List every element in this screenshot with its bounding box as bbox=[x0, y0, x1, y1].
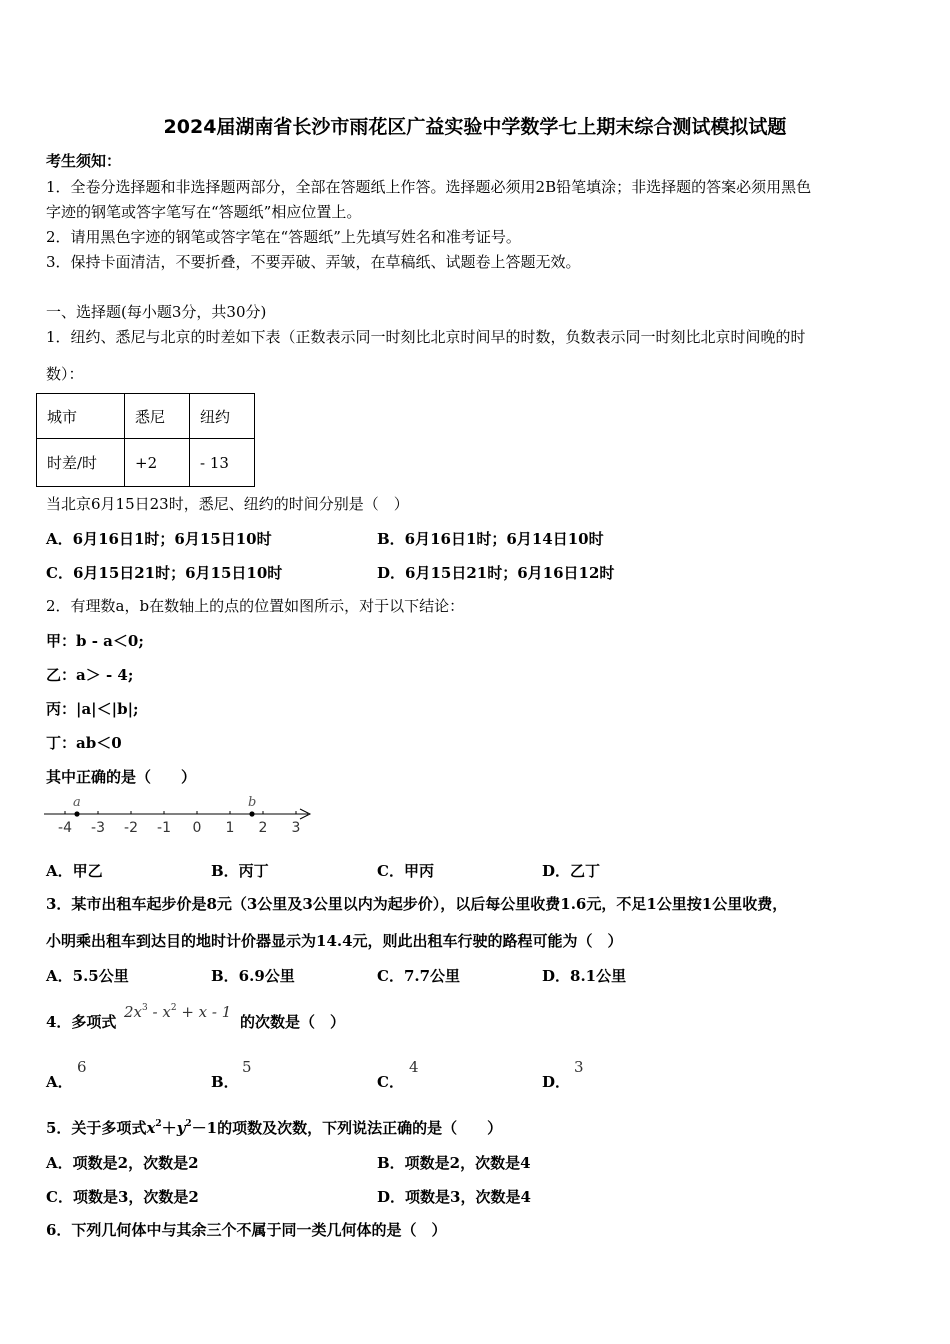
q4-option-c: C． bbox=[377, 1073, 404, 1091]
q5-stem-prefix: 5．关于多项式 bbox=[46, 1119, 147, 1137]
q2-statement-yi: 乙：a＞ - 4; bbox=[46, 666, 134, 684]
q5-option-b: B．项数是2，次数是4 bbox=[377, 1154, 531, 1172]
notice-item-3: 3．保持卡面清洁，不要折叠，不要弄破、弄皱，在草稿纸、试题卷上答题无效。 bbox=[46, 253, 581, 271]
number-line-tick-label: -3 bbox=[91, 820, 105, 836]
q3-option-a: A．5.5公里 bbox=[46, 967, 129, 985]
q5-option-c: C．项数是3，次数是2 bbox=[46, 1188, 199, 1206]
table-row-label: 时差/时 bbox=[37, 439, 125, 487]
q1-question: 当北京6月15日23时，悉尼、纽约的时间分别是（ ） bbox=[46, 495, 409, 513]
q4-option-a: A． bbox=[46, 1073, 73, 1091]
q6-stem: 6．下列几何体中与其余三个不属于同一类几何体的是（ ） bbox=[46, 1221, 447, 1239]
q5-exp-y: 2 bbox=[185, 1119, 192, 1129]
q4-option-c-value: 4 bbox=[409, 1058, 419, 1076]
q3-option-c: C．7.7公里 bbox=[377, 967, 461, 985]
q1-option-a: A．6月16日1时；6月15日10时 bbox=[46, 530, 272, 548]
q4-term-2x: 2x bbox=[124, 1003, 143, 1021]
q4-prefix: 4．多项式 bbox=[46, 1013, 117, 1031]
q5-stem-suffix: －1的项数及次数，下列说法正确的是（ ） bbox=[191, 1119, 503, 1137]
q2-option-b: B．丙丁 bbox=[211, 862, 269, 880]
number-line bbox=[40, 792, 320, 840]
q4-polynomial bbox=[124, 1002, 231, 1025]
q2-statement-jia: 甲：b - a＜0; bbox=[46, 632, 144, 650]
q2-stem: 2．有理数a，b在数轴上的点的位置如图所示，对于以下结论： bbox=[46, 597, 465, 615]
table-header-newyork: 纽约 bbox=[190, 394, 255, 439]
number-line-tick-label: -4 bbox=[58, 820, 72, 836]
q4-term-tail: + x - 1 bbox=[181, 1003, 232, 1021]
q4-suffix: 的次数是（ ） bbox=[240, 1013, 346, 1031]
point-b bbox=[249, 811, 254, 816]
table-cell-sydney: +2 bbox=[125, 439, 190, 487]
q2-option-c: C．甲丙 bbox=[377, 862, 434, 880]
table-header-city: 城市 bbox=[37, 394, 125, 439]
q5-option-d: D．项数是3，次数是4 bbox=[377, 1188, 531, 1206]
q2-question: 其中正确的是（ ） bbox=[46, 768, 197, 786]
notice-heading: 考生须知： bbox=[46, 152, 122, 170]
q2-statement-ding: 丁：ab＜0 bbox=[46, 734, 122, 752]
q4-option-a-value: 6 bbox=[77, 1058, 87, 1076]
q2-statement-bing: 丙：|a|＜|b|; bbox=[46, 700, 139, 718]
number-line-ticks bbox=[58, 811, 300, 836]
page-title: 2024届湖南省长沙市雨花区广益实验中学数学七上期末综合测试模拟试题 bbox=[163, 116, 787, 138]
q4-exp-2: 2 bbox=[170, 1003, 177, 1013]
point-a-label: a bbox=[73, 795, 81, 810]
q5-plus: ＋ bbox=[161, 1119, 177, 1137]
q3-stem-line2: 小明乘出租车到达目的地时计价器显示为14.4元，则此出租车行驶的路程可能为（ ） bbox=[46, 932, 623, 950]
q3-stem-line1: 3．某市出租车起步价是8元（3公里及3公里以内为起步价），以后每公里收费1.6元，不足1公里按1公里收费， bbox=[46, 895, 788, 913]
q1-stem-line1: 1．纽约、悉尼与北京的时差如下表（正数表示同一时刻比北京时间早的时数，负数表示同一时刻比北京时间晚的时 bbox=[46, 328, 806, 346]
number-line-tick-label: 1 bbox=[225, 820, 235, 836]
section-heading: 一、选择题(每小题3分，共30分) bbox=[46, 303, 267, 321]
point-b-label: b bbox=[248, 795, 257, 810]
q1-stem-line2: 数）： bbox=[46, 365, 84, 383]
number-line-tick-label: 0 bbox=[192, 820, 202, 836]
q4-exp-3: 3 bbox=[142, 1003, 148, 1013]
point-a bbox=[74, 811, 79, 816]
table-cell-newyork: - 13 bbox=[190, 439, 255, 487]
q4-option-b: B． bbox=[211, 1073, 239, 1091]
q4-term-x: - x bbox=[152, 1003, 171, 1021]
q4-option-d-value: 3 bbox=[574, 1058, 584, 1076]
number-line-tick-label: -2 bbox=[124, 820, 138, 836]
q5-stem bbox=[46, 1118, 502, 1141]
time-difference-table bbox=[36, 393, 255, 487]
q3-option-b: B．6.9公里 bbox=[211, 967, 295, 985]
notice-item-1a: 1．全卷分选择题和非选择题两部分，全部在答题纸上作答。选择题必须用2B铅笔填涂；非选择题的答案必须用黑色 bbox=[46, 178, 812, 196]
q1-option-b: B．6月16日1时；6月14日10时 bbox=[377, 530, 604, 548]
q5-option-a: A．项数是2，次数是2 bbox=[46, 1154, 199, 1172]
q5-exp-x: 2 bbox=[155, 1119, 162, 1129]
number-line-tick-label: 3 bbox=[291, 820, 301, 836]
q4-option-d: D． bbox=[542, 1073, 571, 1091]
number-line-tick-label: -1 bbox=[157, 820, 171, 836]
notice-item-2: 2．请用黑色字迹的钢笔或答字笔在“答题纸”上先填写姓名和准考证号。 bbox=[46, 228, 521, 246]
notice-item-1b: 字迹的钢笔或答字笔写在“答题纸”相应位置上。 bbox=[46, 203, 362, 221]
number-line-tick-label: 2 bbox=[258, 820, 268, 836]
q5-var-y: y bbox=[176, 1119, 186, 1137]
q2-option-d: D．乙丁 bbox=[542, 862, 601, 880]
q4-option-b-value: 5 bbox=[242, 1058, 252, 1076]
q3-option-d: D．8.1公里 bbox=[542, 967, 627, 985]
q1-option-c: C．6月15日21时；6月15日10时 bbox=[46, 564, 283, 582]
q2-option-a: A．甲乙 bbox=[46, 862, 103, 880]
q1-option-d: D．6月15日21时；6月16日12时 bbox=[377, 564, 615, 582]
table-header-sydney: 悉尼 bbox=[125, 394, 190, 439]
q5-var-x: x bbox=[146, 1119, 156, 1137]
